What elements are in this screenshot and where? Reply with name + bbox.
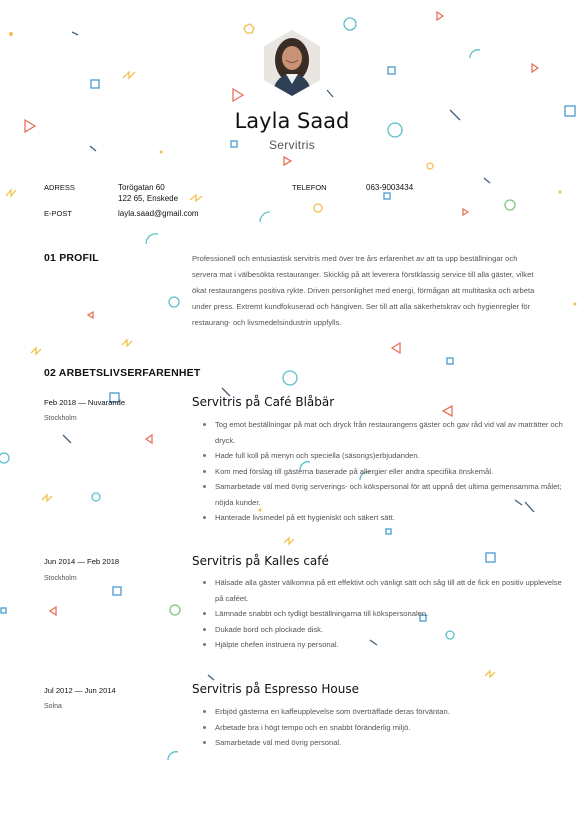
job-location: Stockholm bbox=[44, 415, 77, 422]
job-dates: Feb 2018 — Nuvarande bbox=[44, 398, 126, 407]
phone-value: 063-9003434 bbox=[366, 183, 414, 192]
job-title: Servitris på Kalles café bbox=[192, 554, 329, 568]
list-item: Erbjöd gästerna en kaffeupplevelse som överträffade deras förväntan. bbox=[215, 704, 565, 720]
list-item: Hanterade livsmedel på ett hygieniskt och säkert sätt. bbox=[215, 510, 565, 526]
profile-photo bbox=[262, 30, 322, 96]
job-bullets bbox=[192, 704, 565, 751]
job-bullets bbox=[192, 417, 565, 526]
profile-heading: 01 PROFIL bbox=[44, 252, 99, 264]
list-item: Arbetade bra i högt tempo och en snabbt föränderlig miljö. bbox=[215, 720, 565, 736]
candidate-name: Layla Saad bbox=[234, 109, 350, 133]
job-dates: Jun 2014 — Feb 2018 bbox=[44, 557, 120, 566]
list-item: Hjälpte chefen instruera ny personal. bbox=[215, 637, 565, 653]
list-item: Samarbetade väl med övrig serverings- och kökspersonal för att uppnå det ultima gemensamma målet; nöjda kunder. bbox=[215, 479, 565, 510]
phone-label: TELEFON bbox=[292, 183, 327, 192]
profile-text: Professionell och entusiastisk servitris med över tre års erfarenhet av att ta upp beställningar och servera mat i välbesökta restauranger. Skicklig på att leverera förstklassig service till alla gäster, vilket ökat restaurangens positiva rykte. Driven personlighet med energi, förmågan att multitaska och arbeta under press. Extremt kundfokuserad och hängiven. Ser till att alla säkerhetskrav och hygienregler för restaurang- och livsmedelsindustrin uppfylls. bbox=[192, 254, 535, 327]
list-item: Dukade bord och plockade disk. bbox=[215, 622, 565, 638]
email-value: layla.saad@gmail.com bbox=[118, 209, 199, 218]
list-item: Lämnade snabbt och tydligt beställningarna till kökspersonalen. bbox=[215, 606, 565, 622]
list-item: Samarbetade väl med övrig personal. bbox=[215, 735, 565, 751]
address-line1: Torögatan 60 bbox=[118, 183, 165, 192]
job-dates: Jul 2012 — Jun 2014 bbox=[44, 686, 116, 695]
job-title: Servitris på Café Blåbär bbox=[192, 395, 335, 409]
address-label: ADRESS bbox=[44, 183, 75, 192]
job-location: Stockholm bbox=[44, 575, 77, 582]
experience-heading: 02 ARBETSLIVSERFARENHET bbox=[44, 367, 201, 379]
candidate-title: Servitris bbox=[268, 138, 316, 152]
job-bullets bbox=[192, 575, 565, 653]
list-item: Tog emot beställningar på mat och dryck från restaurangens gäster och gav råd vid val av maträtter och dryck. bbox=[215, 417, 565, 448]
email-label: E-POST bbox=[44, 209, 72, 218]
address-line2: 122 65, Enskede bbox=[118, 194, 179, 203]
list-item: Hälsade alla gäster välkomna på ett effektivt och vänligt sätt och såg till att de fick en positiv upplevelse på caféet. bbox=[215, 575, 565, 606]
list-item: Kom med förslag till gästerna baserade på allergier eller andra specifika önskemål. bbox=[215, 464, 565, 480]
job-location: Solna bbox=[44, 703, 62, 710]
job-title: Servitris på Espresso House bbox=[192, 682, 359, 696]
list-item: Hade full koll på menyn och speciella (säsongs)erbjudanden. bbox=[215, 448, 565, 464]
